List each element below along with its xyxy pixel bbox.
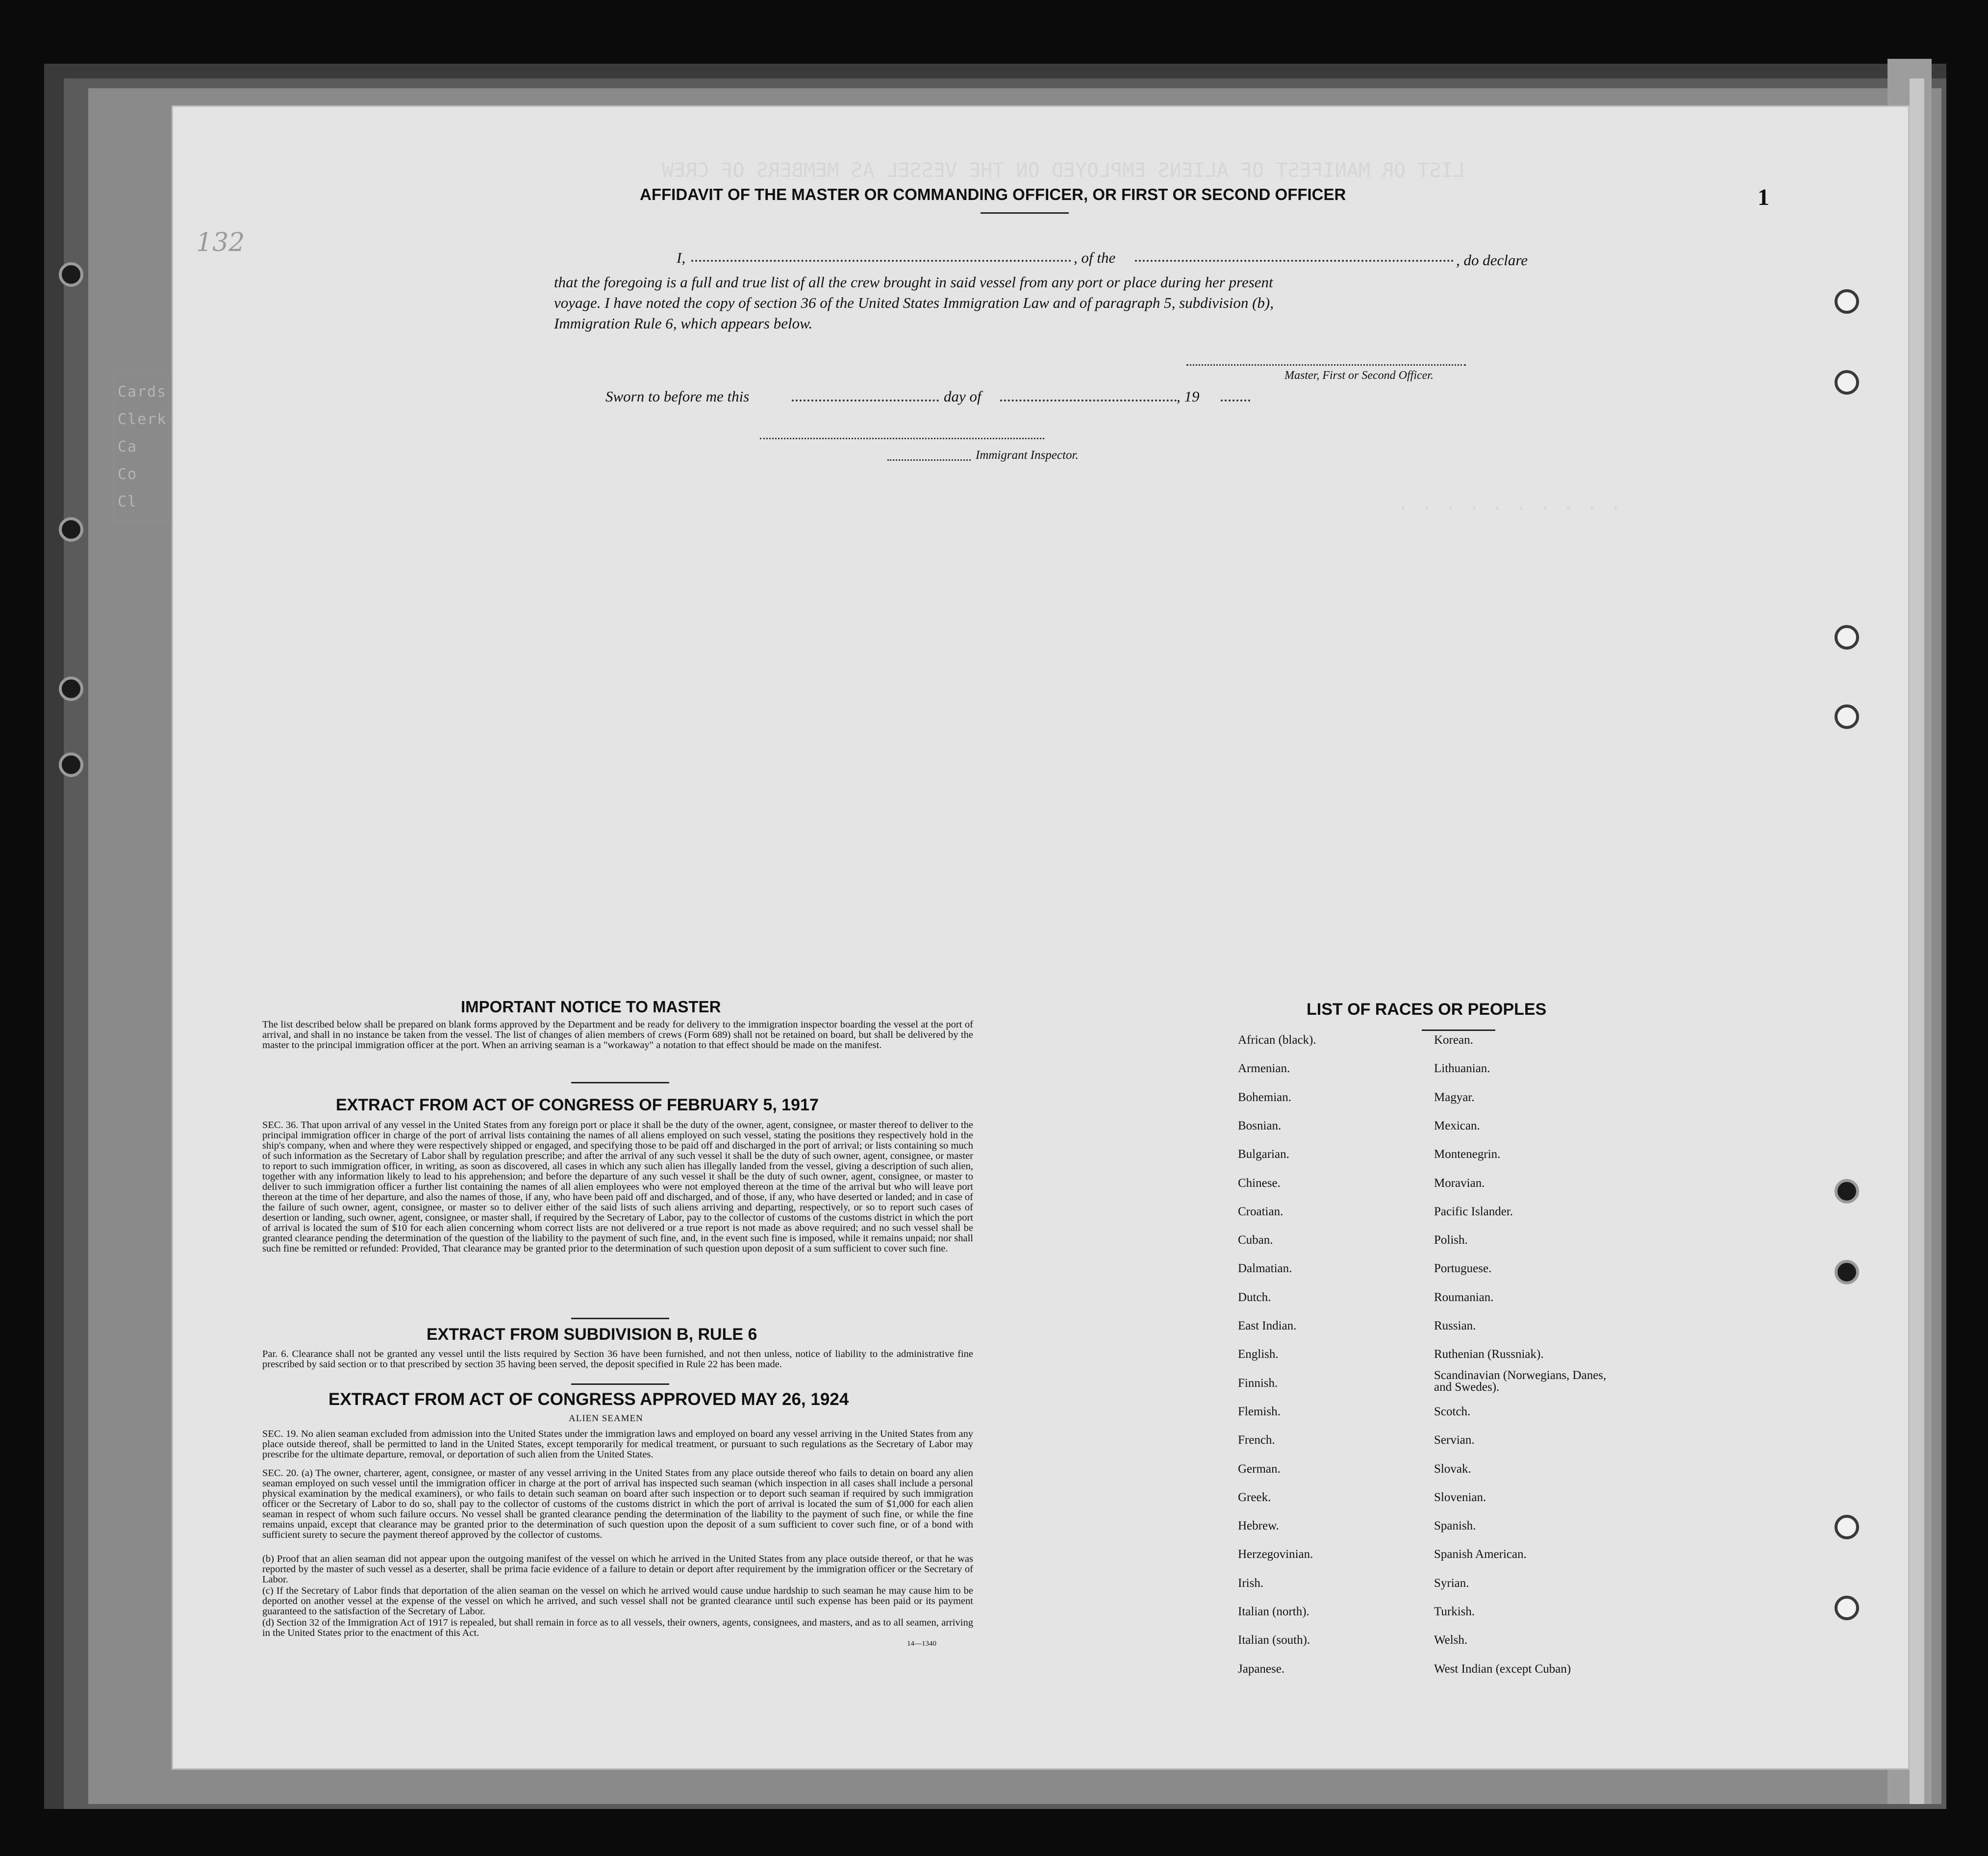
race-entry: Spanish. (1434, 1519, 1476, 1533)
year-label: , 19 (1177, 388, 1200, 405)
extract-1924-sec20a: SEC. 20. (a) The owner, charterer, agent, consignee, or master of any vessel arriving in the United States from any place outside thereof who fails to detain on board any alien seaman employed on such vessel until the immigration officer in charge at the port of arrival has inspected such seaman (which inspection in all cases shall include a personal physical examination by the medical examiners), or who fails to detain such seaman on board after such inspection or to deport such seaman if required by such immigration officer or the Secretary of Labor to do so, shall pay to the collector of customs of the customs district in which the port of arrival is located the sum of $1,000 for each alien seaman in respect of whom such failure occurs. No vessel shall be granted clearance pending the determination of the liability to the payment of such fine, or while the fine remains unpaid, except that clearance may be granted prior to the determination of such question upon the deposit of a sum sufficient to cover such fine, or of a bond with sufficient surety to secure the payment thereof approved by the collector of customs. (262, 1468, 973, 1540)
punch-hole-icon (1835, 1260, 1859, 1284)
extract-1924-subtitle: ALIEN SEAMEN (569, 1413, 643, 1424)
race-entry: West Indian (except Cuban) (1434, 1662, 1571, 1676)
affidavit-body-line: voyage. I have noted the copy of section 36 of the United States Immigration Law and of paragraph 5, subdivision (b), (554, 294, 1274, 311)
race-entry: Korean. (1434, 1033, 1473, 1047)
race-entry: German. (1238, 1462, 1281, 1476)
race-entry: Bosnian. (1238, 1119, 1282, 1132)
of-the-label: , of the (1074, 249, 1116, 266)
race-entry: Hebrew. (1238, 1519, 1279, 1533)
affidavit-body-line: Immigration Rule 6, which appears below. (554, 315, 813, 332)
do-declare-label: , do declare (1456, 251, 1528, 269)
punch-hole-icon (1835, 704, 1859, 729)
race-entry: Japanese. (1238, 1662, 1285, 1676)
punch-hole-icon (1835, 1515, 1859, 1539)
race-entry: Greek. (1238, 1490, 1271, 1504)
inspector-signature-line (887, 459, 971, 461)
punch-hole-icon (1835, 1596, 1859, 1620)
bleed-through-text: · · · · · · · · · · (1397, 498, 1622, 520)
race-entry: Magyar. (1434, 1090, 1475, 1104)
race-entry: East Indian. (1238, 1319, 1297, 1332)
race-entry: Lithuanian. (1434, 1062, 1490, 1076)
punch-hole-icon (1835, 1179, 1859, 1204)
extract-rule6-text: Par. 6. Clearance shall not be granted any vessel until the lists required by Section 36 have been furnished, and not then unless, notice of liability to the administrative fine prescribed by said section or to that prescribed by section 35 having been served, the deposit specified in Rule 22 has been made. (262, 1349, 973, 1370)
punch-hole-icon (1835, 370, 1859, 395)
sworn-month-blank (1000, 400, 1177, 401)
race-entry: Pacific Islander. (1434, 1204, 1513, 1218)
race-entry: Bohemian. (1238, 1090, 1292, 1104)
race-entry: Moravian. (1434, 1176, 1485, 1190)
punch-hole-icon (1835, 625, 1859, 650)
bleed-through-text: LIST OR MANIFEST OF ALIENS EMPLOYED ON THE VESSEL AS MEMBERS OF CREW (662, 159, 1465, 182)
master-signature-label: Master, First or Second Officer. (1284, 369, 1434, 382)
binder-hole-icon (59, 752, 83, 777)
race-entry: Servian. (1434, 1433, 1475, 1447)
binder-hole-icon (59, 517, 83, 542)
title-underline (981, 212, 1069, 214)
race-entry: Italian (south). (1238, 1633, 1310, 1647)
binder-hole-icon (59, 262, 83, 287)
extract-1924-title: EXTRACT FROM ACT OF CONGRESS APPROVED MAY 26, 1924 (328, 1390, 849, 1409)
race-entry: Flemish. (1238, 1405, 1281, 1418)
form-number: 14—1340 (907, 1640, 936, 1648)
affidavit-title: AFFIDAVIT OF THE MASTER OR COMMANDING OFFICER, OR FIRST OR SECOND OFFICER (640, 185, 1346, 203)
section-divider (571, 1318, 669, 1319)
inspector-signature-line (760, 438, 1044, 439)
race-entry: Montenegrin. (1434, 1148, 1501, 1161)
race-entry: Irish. (1238, 1576, 1264, 1590)
inspector-label: Immigrant Inspector. (976, 449, 1079, 462)
race-entry: Dutch. (1238, 1290, 1271, 1304)
race-entry: Polish. (1434, 1233, 1468, 1247)
affiant-label: I, (677, 249, 686, 266)
section-divider (571, 1082, 669, 1083)
notice-title: IMPORTANT NOTICE TO MASTER (461, 998, 721, 1016)
sworn-day-blank (792, 400, 939, 401)
race-entry: Croatian. (1238, 1204, 1283, 1218)
race-entry: Spanish American. (1434, 1548, 1527, 1561)
race-entry: Dalmatian. (1238, 1262, 1292, 1276)
race-entry: African (black). (1238, 1033, 1316, 1047)
race-entry: Armenian. (1238, 1062, 1290, 1076)
margin-label: Ca (118, 438, 138, 455)
extract-1917-text: SEC. 36. That upon arrival of any vessel in the United States from any foreign port or place it shall be the duty of the owner, agent, consignee, or master thereof to deliver to the principal immigration officer in charge of the port of arrival lists containing the names of all aliens employed on such vessel, stating the positions they respectively hold in the ship's company, when and where they were respectively shipped or engaged, and specifying those to be paid off and discharged in the port of arrival; or lists containing so much of such information as the Secretary of Labor shall by regulation prescribe; and after the arrival of any such vessel it shall be the duty of such owner, agent, consignee, or master to report to such immigration officer, in writing, as soon as discovered, all cases in which any such alien has illegally landed from the vessel, giving a description of such alien, together with any information likely to lead to his apprehension; and before the departure of any such vessel it shall be the duty of such owner, agent, consignee, or master to deliver to such immigration officer a further list containing the names of all alien employees who were not employed thereon at the time of the arrival but who will leave port thereon at the time of her departure, and also the names of those, if any, who have been paid off and discharged, and of those, if any, who have deserted or landed; and in case of the failure of such owner, agent, consignee, or master so to deliver either of the said lists of such aliens arriving and departing, respectively, or so to report such cases of desertion or landing, such owner, agent, consignee, or master shall, if required by the Secretary of Labor, pay to the collector of customs of the customs district in which the port of arrival is located the sum of $10 for each alien concerning whom correct lists are not delivered or a true report is not made as above required; and no such vessel shall be granted clearance pending the determination of the question of the liability to the payment of such fine, and, in the event such fine is imposed, while it remains unpaid; nor shall such fine be remitted or refunded: Provided, That clearance may be granted prior to the determination of such question upon deposit of a sum sufficient to cover such fine. (262, 1120, 973, 1254)
sworn-year-blank (1221, 400, 1250, 401)
race-entry: Scotch. (1434, 1405, 1471, 1418)
extract-rule6-title: EXTRACT FROM SUBDIVISION B, RULE 6 (427, 1325, 757, 1344)
race-entry: Scandinavian (Norwegians, Danes, and Swedes). (1434, 1368, 1607, 1394)
day-of-label: day of (944, 388, 981, 405)
notice-text: The list described below shall be prepared on blank forms approved by the Department and be ready for delivery to the immigration inspector boarding the vessel at the port of arrival, and shall in no instance be taken from the vessel. The list of changes of alien members of crews (Form 689) shall not be retained on board, but shall be delivered by the master to the principal immigration officer at the port. When an arriving seaman is a "workaway" a notation to that effect should be made on the manifest. (262, 1019, 973, 1051)
race-entry: English. (1238, 1348, 1279, 1361)
race-entry: Portuguese. (1434, 1262, 1492, 1276)
section-divider (571, 1383, 669, 1385)
race-entry: Chinese. (1238, 1176, 1281, 1190)
race-entry: Slovenian. (1434, 1490, 1486, 1504)
race-entry: Ruthenian (Russniak). (1434, 1348, 1544, 1361)
margin-label: Cards (118, 383, 167, 401)
manifest-page (172, 105, 1910, 1770)
binder-hole-icon (59, 677, 83, 701)
sworn-label: Sworn to before me this (605, 388, 750, 405)
margin-label: Co (118, 466, 138, 483)
race-entry: Roumanian. (1434, 1290, 1494, 1304)
page-number: 1 (1758, 184, 1769, 210)
vessel-name-blank (1135, 260, 1454, 262)
extract-1917-title: EXTRACT FROM ACT OF CONGRESS OF FEBRUARY 5, 1917 (336, 1096, 819, 1114)
races-title: LIST OF RACES OR PEOPLES (1307, 1000, 1547, 1019)
race-entry: Russian. (1434, 1319, 1476, 1332)
race-entry: Italian (north). (1238, 1605, 1309, 1618)
extract-1924-sec19: SEC. 19. No alien seaman excluded from admission into the United States under the immigration laws and employed on board any vessel arriving in the United States from any place outside thereof, shall be permitted to land in the United States, except temporarily for medical treatment, or pursuant to such regulations as the Secretary of Labor may prescribe for the ultimate departure, removal, or deportation of such alien from the United States. (262, 1429, 973, 1460)
race-entry: Herzegovinian. (1238, 1548, 1313, 1561)
race-entry: Syrian. (1434, 1576, 1469, 1590)
race-entry: Turkish. (1434, 1605, 1475, 1618)
race-entry: Mexican. (1434, 1119, 1480, 1132)
margin-label: Clerk (118, 411, 167, 428)
race-entry: Slovak. (1434, 1462, 1471, 1476)
race-entry: Welsh. (1434, 1633, 1468, 1647)
race-entry: Cuban. (1238, 1233, 1273, 1247)
page-edge (1910, 78, 1924, 1804)
section-divider (1422, 1029, 1495, 1031)
punch-hole-icon (1835, 289, 1859, 314)
margin-label: Cl (118, 493, 138, 510)
extract-1924-sec20b: (b) Proof that an alien seaman did not appear upon the outgoing manifest of the vessel on which he arrived in the United States from any place outside thereof, or that he was reported by the master of such vessel as a deserter, shall be prima facie evidence of a failure to detain or deport after requirement by the immigration officer or the Secretary of Labor. (262, 1554, 973, 1585)
race-entry: French. (1238, 1433, 1275, 1447)
race-entry: Bulgarian. (1238, 1148, 1289, 1161)
extract-1924-sec20d: (d) Section 32 of the Immigration Act of 1917 is repealed, but shall remain in force as to all vessels, their owners, agents, consignees, and masters, and as to all seamen, arriving in the United States prior to the enactment of this Act. (262, 1617, 973, 1638)
master-signature-line (1186, 364, 1466, 366)
affidavit-body-line: that the foregoing is a full and true list of all the crew brought in said vessel from any port or place during her present (554, 274, 1273, 291)
race-entry: Finnish. (1238, 1376, 1278, 1390)
affiant-name-blank (691, 260, 1071, 262)
handwritten-folio-number: 132 (196, 228, 245, 257)
extract-1924-sec20c: (c) If the Secretary of Labor finds that deportation of the alien seaman on the vessel on which he arrived would cause undue hardship to such seaman he may cause him to be deported on another vessel at the expense of the vessel on which he arrived, and such vessel shall not be granted clearance until such expense has been paid or its payment guaranteed to the satisfaction of the Secretary of Labor. (262, 1585, 973, 1617)
